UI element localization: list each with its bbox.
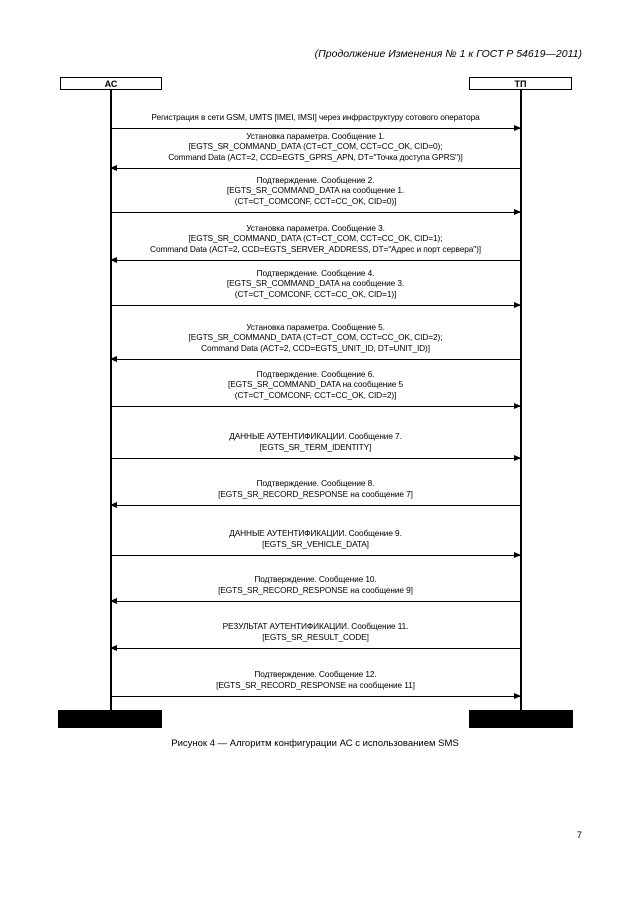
message-arrow-line <box>111 601 520 602</box>
message-label-line: [EGTS_SR_COMMAND_DATA на сообщение 1. <box>226 185 405 195</box>
document-header: (Продолжение Изменения № 1 к ГОСТ Р 54619—2011) <box>314 48 582 60</box>
message-label-line: [EGTS_SR_VEHICLE_DATA] <box>262 538 369 549</box>
arrowhead-right-icon <box>514 209 521 215</box>
message-label <box>111 431 520 452</box>
message-label <box>111 621 520 642</box>
message-arrow-line <box>111 406 520 407</box>
message-arrow-line <box>111 458 520 459</box>
message-label-line: Подтверждение. Сообщение 2. <box>256 174 375 185</box>
message-label-line: [EGTS_SR_RECORD_RESPONSE на сообщение 9] <box>218 584 413 595</box>
message-label <box>111 268 520 300</box>
message-label-line: [EGTS_SR_COMMAND_DATA на сообщение 3. <box>226 278 405 288</box>
figure-caption: Рисунок 4 — Алгоритм конфигурации АС с использованием SMS <box>171 738 459 749</box>
message-label-line: РЕЗУЛЬТАТ АУТЕНТИФИКАЦИИ. Сообщение 11. <box>222 621 409 631</box>
message-arrow-line <box>111 260 520 261</box>
message-label-line: Установка параметра. Сообщение 3. <box>246 222 385 233</box>
message-label-line: [EGTS_SR_COMMAND_DATA на сообщение 5 <box>227 379 403 389</box>
arrowhead-right-icon <box>514 693 521 699</box>
message-label-line: ДАННЫЕ АУТЕНТИФИКАЦИИ. Сообщение 7. <box>229 431 402 441</box>
message-label-line: [EGTS_SR_COMMAND_DATA (CT=CT_COM, CCT=CC_OK, CID=2); <box>188 332 443 342</box>
message-label-line: Установка параметра. Сообщение 1. <box>246 130 385 141</box>
arrowhead-left-icon <box>110 356 117 362</box>
message-label-line: Подтверждение. Сообщение 12. <box>254 669 377 679</box>
message-arrow-line <box>111 648 520 649</box>
message-label-line: (CT=CT_COMCONF, CCT=CC_OK, CID=0)] <box>234 195 397 206</box>
message-arrow-line <box>111 305 520 306</box>
arrowhead-right-icon <box>514 552 521 558</box>
lifeline-tp <box>520 90 522 710</box>
message-arrow-line <box>111 128 520 129</box>
lifeline-end-ac <box>58 710 162 728</box>
message-label <box>111 131 520 163</box>
message-label-line: Подтверждение. Сообщение 8. <box>256 478 375 488</box>
message-arrow-line <box>111 555 520 556</box>
actor-tp-box: ТП <box>469 77 572 90</box>
message-label-line: [EGTS_SR_COMMAND_DATA (CT=CT_COM, CCT=CC_OK, CID=0); <box>188 141 443 151</box>
actor-ac-box: АС <box>60 77 162 90</box>
message-label-line: Регистрация в сети GSM, UMTS [IMEI, IMSI] через инфраструктуру сотового оператора <box>151 111 480 122</box>
message-label <box>111 112 520 123</box>
message-arrow-line <box>111 212 520 213</box>
message-label <box>111 322 520 354</box>
message-label-line: [EGTS_SR_COMMAND_DATA (CT=CT_COM, CCT=CC_OK, CID=1); <box>188 233 443 243</box>
message-label-line: [EGTS_SR_RESULT_CODE] <box>262 631 369 642</box>
message-label-line: Command Data (ACT=2, CCD=EGTS_UNIT_ID, DT=UNIT_ID)] <box>201 342 430 353</box>
message-label <box>111 574 520 595</box>
message-label-line: ДАННЫЕ АУТЕНТИФИКАЦИИ. Сообщение 9. <box>229 528 402 538</box>
message-arrow-line <box>111 359 520 360</box>
message-arrow-line <box>111 168 520 169</box>
arrowhead-right-icon <box>514 403 521 409</box>
message-label <box>111 669 520 690</box>
arrowhead-left-icon <box>110 645 117 651</box>
message-label-line: [EGTS_SR_TERM_IDENTITY] <box>259 441 372 452</box>
message-label-line: Подтверждение. Сообщение 6. <box>256 368 375 379</box>
message-label-line: Установка параметра. Сообщение 5. <box>246 321 385 332</box>
message-label-line: Подтверждение. Сообщение 4. <box>256 267 375 278</box>
message-label-line: Command Data (ACT=2, CCD=EGTS_SERVER_ADDRESS, DT="Адрес и порт сервера")] <box>150 243 481 254</box>
message-label <box>111 478 520 499</box>
arrowhead-left-icon <box>110 257 117 263</box>
arrowhead-left-icon <box>110 165 117 171</box>
message-label-line: (CT=CT_COMCONF, CCT=CC_OK, CID=2)] <box>234 389 397 400</box>
message-label <box>111 528 520 549</box>
arrowhead-left-icon <box>110 502 117 508</box>
arrowhead-right-icon <box>514 455 521 461</box>
message-label-line: Command Data (ACT=2, CCD=EGTS_GPRS_APN, DT="Точка доступа GPRS")] <box>168 151 463 162</box>
message-label-line: (CT=CT_COMCONF, CCT=CC_OK, CID=1)] <box>234 288 397 299</box>
page-number: 7 <box>576 830 582 841</box>
arrowhead-right-icon <box>514 302 521 308</box>
lifeline-end-tp <box>469 710 573 728</box>
message-label <box>111 175 520 207</box>
message-arrow-line <box>111 696 520 697</box>
message-label-line: [EGTS_SR_RECORD_RESPONSE на сообщение 11] <box>216 679 415 690</box>
message-label <box>111 369 520 401</box>
message-label-line: [EGTS_SR_RECORD_RESPONSE на сообщение 7] <box>218 488 413 499</box>
arrowhead-left-icon <box>110 598 117 604</box>
message-label <box>111 223 520 255</box>
message-arrow-line <box>111 505 520 506</box>
message-label-line: Подтверждение. Сообщение 10. <box>254 574 377 584</box>
